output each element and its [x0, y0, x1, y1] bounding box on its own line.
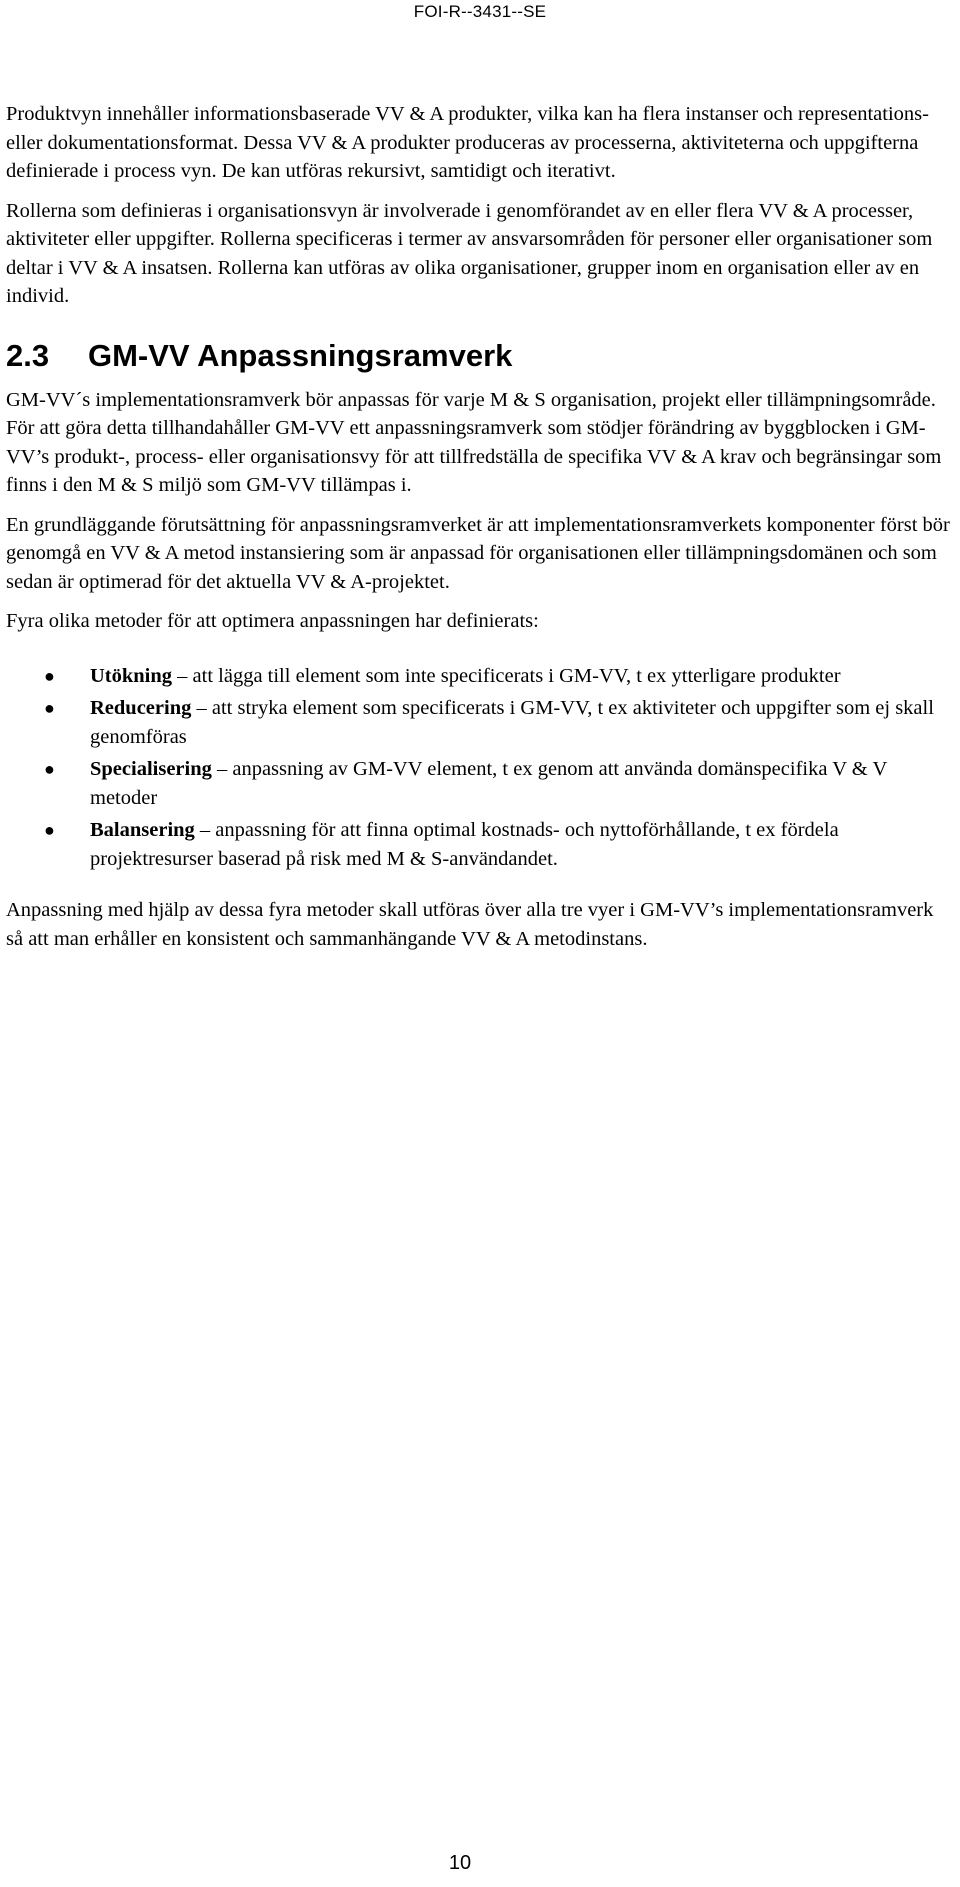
list-item: [6, 694, 951, 751]
list-item: [6, 755, 951, 812]
report-id-header: FOI-R--3431--SE: [413, 2, 547, 21]
paragraph-product-view: Produktvyn innehåller informationsbaserade VV & A produkter, vilka kan ha flera instanser och representations- eller dokumentationsformat. Dessa VV & A produkter produceras av processerna, aktiviteterna och uppgifterna definierade i process vyn. De kan utföras rekursivt, samtidigt och iterativt.: [6, 103, 929, 182]
list-item: [6, 816, 951, 873]
paragraph-methods-intro: Fyra olika metoder för att optimera anpassningen har definierats:: [6, 610, 539, 632]
list-item: [6, 662, 951, 691]
section-title: GM-VV Anpassningsramverk: [88, 337, 513, 373]
paragraph-conclusion: Anpassning med hjälp av dessa fyra metoder skall utföras över alla tre vyer i GM-VV’s implementationsramverk så att man erhåller en konsistent och sammanhängande VV & A metodinstans.: [6, 899, 934, 950]
page-content: [6, 100, 951, 964]
paragraph-organisation-view: Rollerna som definieras i organisationsvyn är involverade i genomförandet av en eller flera VV & A processer, aktiviteter eller uppgifter. Rollerna specificeras i termer av ansvarsområden för personer eller organisationer som deltar i VV & A insatsen. Rollerna kan utföras av olika organisationer, grupper inom en organisation eller av en individ.: [6, 199, 933, 307]
method-term: Balansering: [90, 819, 195, 841]
method-term: Utökning: [90, 664, 173, 687]
method-description: – att stryka element som specificerats i GM-VV, t ex aktiviteter och uppgifter som ej skall genomföras: [90, 697, 934, 748]
bullet-icon: ●: [44, 759, 55, 779]
bullet-icon: ●: [44, 820, 55, 840]
bullet-icon: ●: [44, 665, 55, 686]
section-number: 2.3: [6, 337, 50, 373]
method-description: – att lägga till element som inte specificerats i GM-VV, t ex ytterligare produkter: [172, 664, 841, 687]
bullet-icon: ●: [44, 698, 55, 718]
method-term: Reducering: [90, 697, 192, 719]
method-description: – anpassning för att finna optimal kostnads- och nyttoförhållande, t ex fördela projektresurser baserad på risk med M & S-användandet.: [90, 819, 839, 870]
method-term: Specialisering: [90, 758, 212, 780]
method-description: – anpassning av GM-VV element, t ex genom att använda domänspecifika V & V metoder: [90, 758, 887, 809]
paragraph-tailoring-framework: GM-VV´s implementationsramverk bör anpassas för varje M & S organisation, projekt eller tillämpningsområde. För att göra detta tillhandahåller GM-VV ett anpassningsramverk som stödjer förändring av byggblocken i GM-VV’s produkt-, process- eller organisationsvy för att tillfredställa de specifika VV & A krav och begränsingar som finns i den M & S miljö som GM-VV tillämpas i.: [6, 388, 942, 496]
methods-list: [6, 662, 951, 874]
section-heading: [6, 336, 951, 376]
paragraph-prerequisite: En grundläggande förutsättning för anpassningsramverket är att implementationsramverkets komponenter först bör genomgå en VV & A metod instansiering som är anpassad för organisationen eller tillämpningsdomänen och som sedan är optimerad för det aktuella VV & A-projektet.: [6, 513, 950, 593]
page-number: 10: [448, 1852, 472, 1874]
